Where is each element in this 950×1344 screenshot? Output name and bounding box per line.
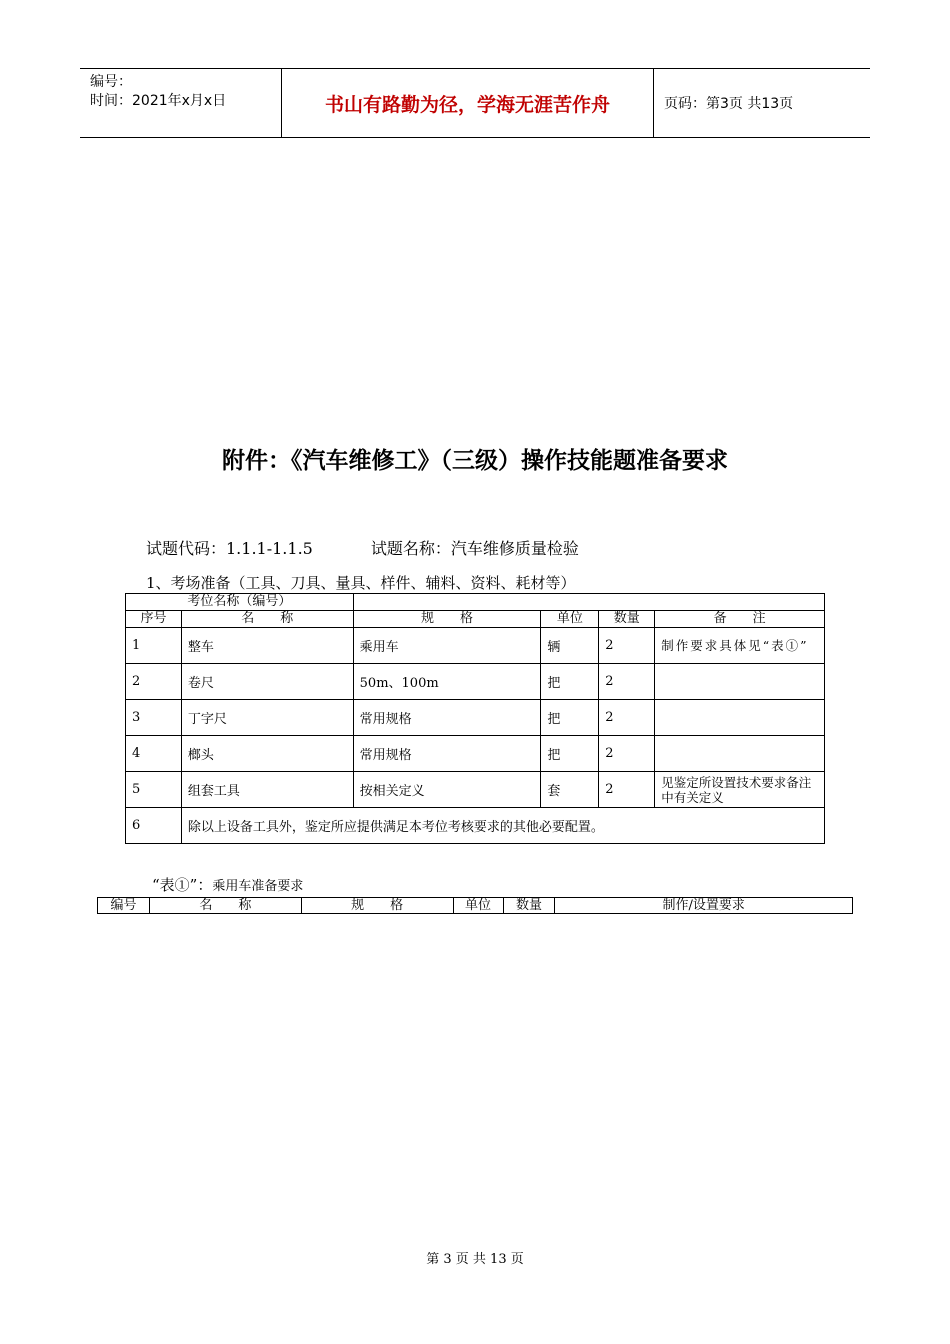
table-row [126, 808, 825, 844]
section-heading: 1、考场准备（工具、刀具、量具、样件、辅料、资料、耗材等） [146, 574, 576, 592]
cell-no: 6 [126, 808, 182, 844]
table-header-row [126, 611, 825, 628]
column-header: 单位 [453, 898, 503, 914]
column-header: 单位 [541, 611, 599, 628]
cell-qty: 2 [599, 736, 655, 772]
cell-note [655, 700, 825, 736]
cell-qty: 2 [599, 628, 655, 664]
exam-code: 试题代码：1.1.1-1.1.5 [146, 539, 313, 558]
column-header: 名 称 [181, 611, 353, 628]
station-value [353, 594, 824, 611]
equipment-table [125, 593, 825, 844]
cell-qty: 2 [599, 772, 655, 808]
table-header-row [98, 898, 853, 914]
cell-spec: 常用规格 [353, 700, 541, 736]
cell-no: 5 [126, 772, 182, 808]
vehicle-requirements-table [97, 897, 853, 914]
cell-other-requirements: 除以上设备工具外，鉴定所应提供满足本考位考核要求的其他必要配置。 [181, 808, 824, 844]
caption-prefix: “表①”： [152, 876, 213, 894]
cell-no: 2 [126, 664, 182, 700]
number-label: 编号： [90, 74, 132, 90]
cell-note [655, 664, 825, 700]
column-header: 数量 [503, 898, 555, 914]
cell-name: 整车 [181, 628, 353, 664]
exam-name: 试题名称：汽车维修质量检验 [370, 539, 579, 558]
cell-note [655, 736, 825, 772]
cell-name: 丁字尺 [181, 700, 353, 736]
table-row [126, 772, 825, 808]
page-header [80, 68, 870, 138]
document-title: 附件：《汽车维修工》（三级）操作技能题准备要求 [222, 448, 728, 474]
cell-note: 见鉴定所设置技术要求备注中有关定义 [655, 772, 825, 808]
table-row [126, 736, 825, 772]
time-label: 时间：2021年x月x日 [90, 93, 227, 109]
column-header: 规 格 [301, 898, 453, 914]
header-page-info: 页码：第3页 共13页 [664, 96, 794, 112]
cell-no: 3 [126, 700, 182, 736]
cell-unit: 辆 [541, 628, 599, 664]
cell-unit: 套 [541, 772, 599, 808]
caption-text: 乘用车准备要求 [212, 879, 304, 894]
header-motto: 书山有路勤为径，学海无涯苦作舟 [282, 69, 654, 137]
cell-unit: 把 [541, 700, 599, 736]
cell-spec: 常用规格 [353, 736, 541, 772]
cell-qty: 2 [599, 700, 655, 736]
cell-spec: 按相关定义 [353, 772, 541, 808]
column-header: 名 称 [149, 898, 301, 914]
cell-unit: 把 [541, 664, 599, 700]
station-row [126, 594, 825, 611]
cell-name: 组套工具 [181, 772, 353, 808]
cell-note: 制作要求具体见“表①” [655, 628, 825, 664]
table-row [126, 628, 825, 664]
exam-meta [146, 536, 579, 559]
cell-unit: 把 [541, 736, 599, 772]
table-row [126, 664, 825, 700]
cell-no: 4 [126, 736, 182, 772]
table-row [126, 700, 825, 736]
cell-name: 榔头 [181, 736, 353, 772]
page-footer: 第 3 页 共 13 页 [426, 1252, 524, 1267]
station-label: 考位名称（编号） [126, 594, 354, 611]
column-header: 规 格 [353, 611, 541, 628]
column-header: 制作/设置要求 [555, 898, 853, 914]
cell-spec: 乘用车 [353, 628, 541, 664]
cell-qty: 2 [599, 664, 655, 700]
column-header: 备 注 [655, 611, 825, 628]
table-caption [152, 874, 303, 895]
column-header: 序号 [126, 611, 182, 628]
cell-spec: 50m、100m [353, 664, 541, 700]
cell-name: 卷尺 [181, 664, 353, 700]
cell-no: 1 [126, 628, 182, 664]
column-header: 数量 [599, 611, 655, 628]
header-info [80, 69, 282, 137]
column-header: 编号 [98, 898, 150, 914]
